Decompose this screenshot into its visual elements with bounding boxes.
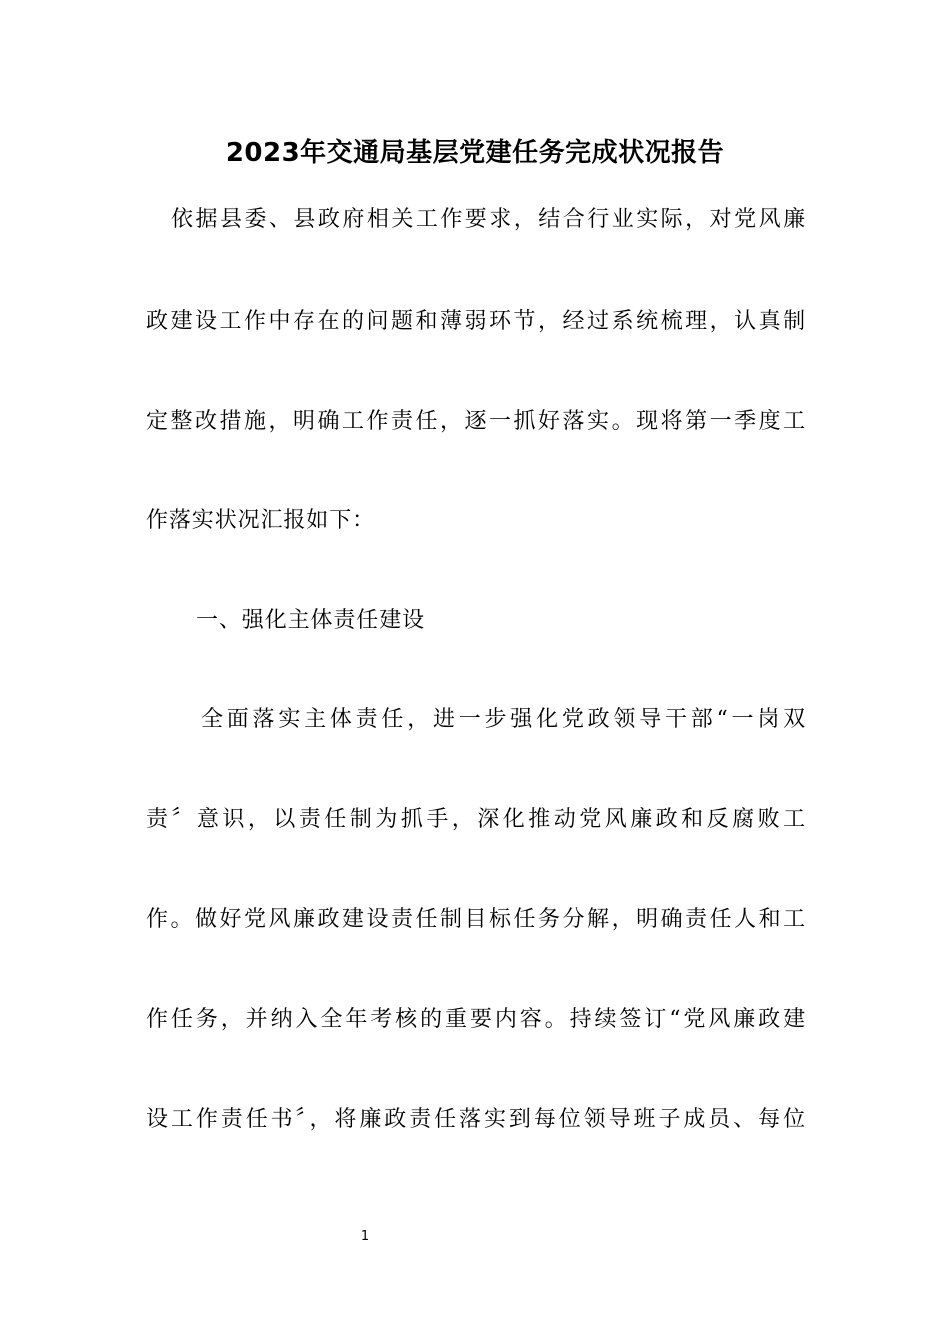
paragraph2-line-2: 责〞意识，以责任制为抓手，深化推动党风廉政和反腐败工: [146, 807, 806, 832]
section1-heading: 一、强化主体责任建设: [196, 608, 426, 633]
page-number: 1: [360, 1229, 370, 1244]
paragraph2-line-1: 全面落实主体责任，进一步强化党政领导干部“一岗双: [201, 707, 806, 732]
paragraph1-line-3: 定整改措施，明确工作责任，逐一抓好落实。现将第一季度工: [146, 409, 806, 434]
paragraph1-line-4: 作落实状况汇报如下：: [146, 508, 376, 533]
paragraph2-line-5: 设工作责任书〞，将廉政责任落实到每位领导班子成员、每位: [146, 1107, 806, 1132]
paragraph1-line-1: 依据县委、县政府相关工作要求，结合行业实际，对党风廉: [171, 207, 806, 232]
document-title: 2023年交通局基层党建任务完成状况报告: [225, 138, 725, 168]
paragraph2-line-4: 作任务，并纳入全年考核的重要内容。持续签订“党风廉政建: [146, 1007, 806, 1032]
paragraph1-line-2: 政建设工作中存在的问题和薄弱环节，经过系统梳理，认真制: [146, 309, 806, 334]
paragraph2-line-3: 作。做好党风廉政建设责任制目标任务分解，明确责任人和工: [146, 907, 806, 932]
